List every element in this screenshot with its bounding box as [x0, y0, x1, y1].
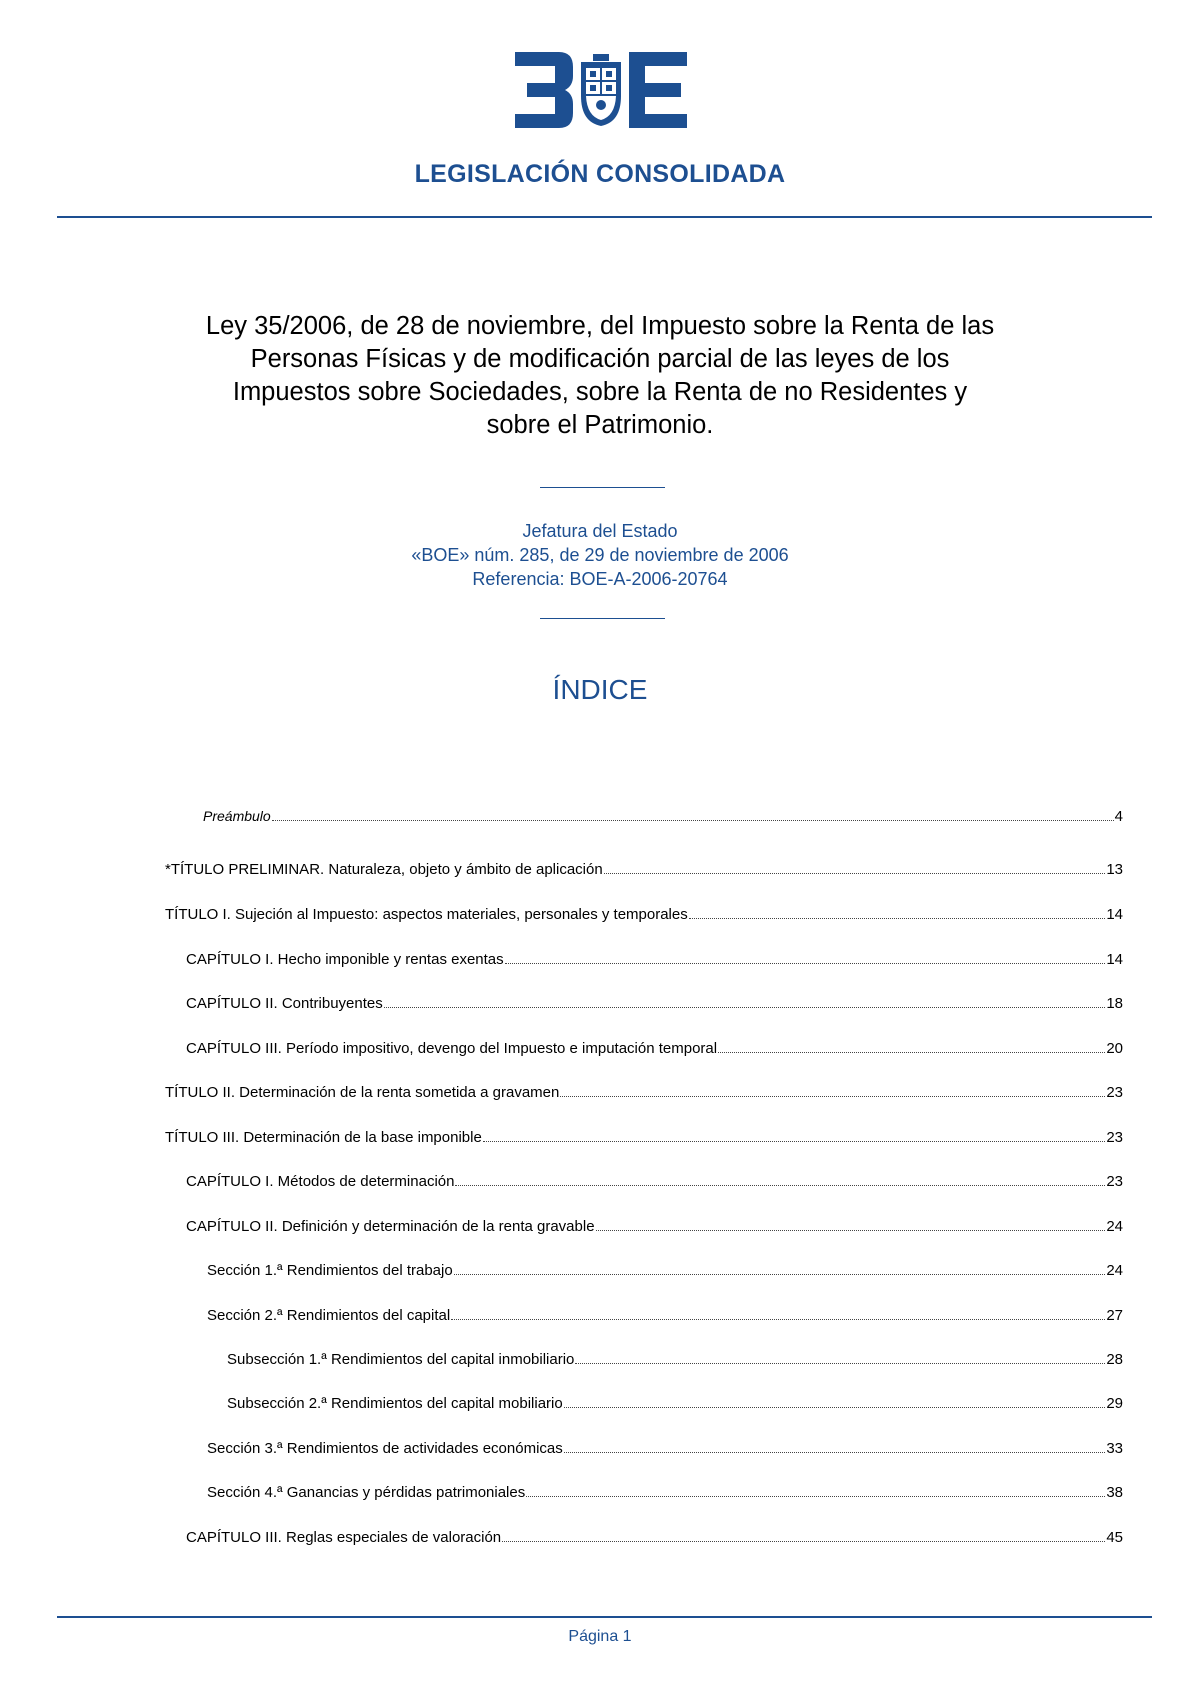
- toc-entry[interactable]: Sección 1.ª Rendimientos del trabajo 24: [207, 1262, 1123, 1279]
- boe-reference: Referencia: BOE-A-2006-20764: [472, 569, 728, 589]
- footer-divider: [57, 1616, 1152, 1618]
- toc-entry[interactable]: Sección 2.ª Rendimientos del capital 27: [207, 1307, 1123, 1324]
- toc-entry[interactable]: TÍTULO III. Determinación de la base imponible 23: [165, 1129, 1123, 1146]
- toc-entry[interactable]: TÍTULO I. Sujeción al Impuesto: aspectos materiales, personales y temporales 14: [165, 906, 1123, 923]
- toc-entry[interactable]: Subsección 2.ª Rendimientos del capital mobiliario 29: [227, 1395, 1123, 1412]
- toc-entry[interactable]: CAPÍTULO I. Métodos de determinación 23: [186, 1173, 1123, 1190]
- page-number: Página 1: [568, 1628, 632, 1645]
- toc-entry[interactable]: CAPÍTULO I. Hecho imponible y rentas exentas 14: [186, 951, 1123, 968]
- toc-entry[interactable]: Subsección 1.ª Rendimientos del capital inmobiliario 28: [227, 1351, 1123, 1368]
- toc-entry[interactable]: TÍTULO II. Determinación de la renta sometida a gravamen 23: [165, 1084, 1123, 1101]
- toc-entry[interactable]: CAPÍTULO III. Reglas especiales de valoración 45: [186, 1529, 1123, 1546]
- law-title: Ley 35/2006, de 28 de noviembre, del Impuesto sobre la Renta de las Personas Físicas y de modificación parcial de las leyes de los Impuestos sobre Sociedades, sobre la Renta de no Residentes y sobre el Patrimonio.: [205, 312, 995, 439]
- document-header-title: LEGISLACIÓN CONSOLIDADA: [414, 160, 786, 188]
- toc-entry[interactable]: Sección 3.ª Rendimientos de actividades económicas 33: [207, 1440, 1123, 1457]
- toc-entry[interactable]: CAPÍTULO III. Período impositivo, devengo del Impuesto e imputación temporal 20: [186, 1040, 1123, 1057]
- toc-entry[interactable]: CAPÍTULO II. Definición y determinación de la renta gravable 24: [186, 1218, 1123, 1235]
- toc-entry[interactable]: CAPÍTULO II. Contribuyentes 18: [186, 995, 1123, 1012]
- toc-entry[interactable]: *TÍTULO PRELIMINAR. Naturaleza, objeto y ámbito de aplicación 13: [165, 861, 1123, 878]
- publication-reference: «BOE» núm. 285, de 29 de noviembre de 2006: [411, 545, 789, 565]
- issuer: Jefatura del Estado: [522, 521, 678, 541]
- index-title: ÍNDICE: [552, 674, 648, 705]
- toc-entry[interactable]: Sección 4.ª Ganancias y pérdidas patrimoniales 38: [207, 1484, 1123, 1501]
- toc-entry[interactable]: Preámbulo 4: [203, 808, 1123, 825]
